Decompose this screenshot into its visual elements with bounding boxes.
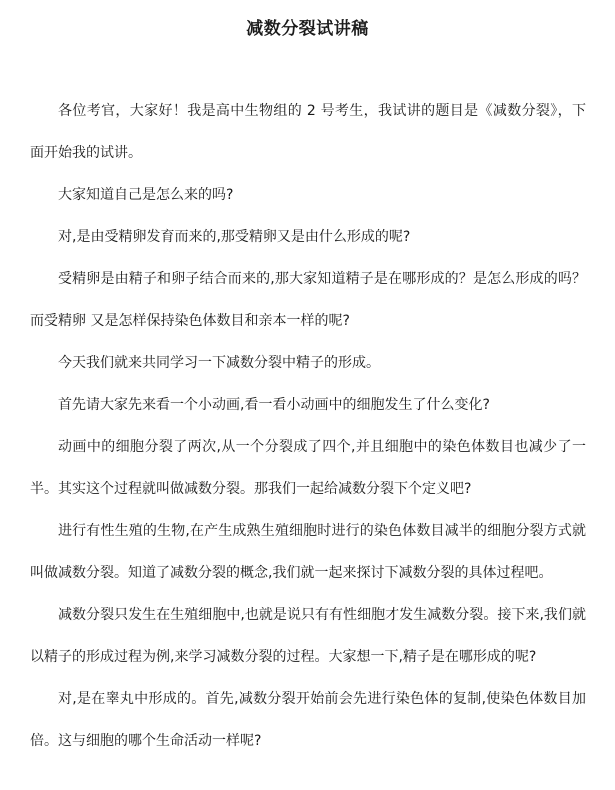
paragraph-testis: 对,是在睾丸中形成的。首先,减数分裂开始前会先进行染色体的复制,使染色体数目加倍。这与细胞的哪个生命活动一样呢? bbox=[30, 691, 586, 749]
paragraph-definition: 进行有性生殖的生物,在产生成熟生殖细胞时进行的染色体数目减半的细胞分裂方式就叫做减数分裂。知道了减数分裂的概念,我们就一起来探讨下减数分裂的具体过程吧。 bbox=[30, 523, 586, 581]
paragraph-fertilized-egg: 对,是由受精卵发育而来的,那受精卵又是由什么形成的呢? bbox=[58, 229, 411, 245]
paragraph-animation: 首先请大家先来看一个小动画,看一看小动画中的细胞发生了什么变化? bbox=[58, 397, 490, 413]
paragraph-sperm-question: 受精卵是由精子和卵子结合而来的,那大家知道精子是在哪形成的？是怎么形成的吗？而受精卵 又是怎样保持染色体数目和亲本一样的呢? bbox=[30, 271, 586, 329]
paragraph-question-origin: 大家知道自己是怎么来的吗? bbox=[58, 187, 234, 203]
paragraph-germ-cells: 减数分裂只发生在生殖细胞中,也就是说只有有性细胞才发生减数分裂。接下来,我们就以精子的形成过程为例,来学习减数分裂的过程。大家想一下,精子是在哪形成的呢? bbox=[30, 607, 586, 665]
paragraph-topic-intro: 今天我们就来共同学习一下减数分裂中精子的形成。 bbox=[58, 355, 380, 371]
paragraph-animation-result: 动画中的细胞分裂了两次,从一个分裂成了四个,并且细胞中的染色体数目也减少了一半。其实这个过程就叫做减数分裂。那我们一起给减数分裂下个定义吧? bbox=[30, 439, 586, 497]
document-title: 减数分裂试讲稿 bbox=[246, 19, 369, 39]
document-body bbox=[30, 90, 586, 762]
paragraph-greeting: 各位考官，大家好！我是高中生物组的 2 号考生，我试讲的题目是《减数分裂》，下面开始我的试讲。 bbox=[30, 103, 586, 161]
